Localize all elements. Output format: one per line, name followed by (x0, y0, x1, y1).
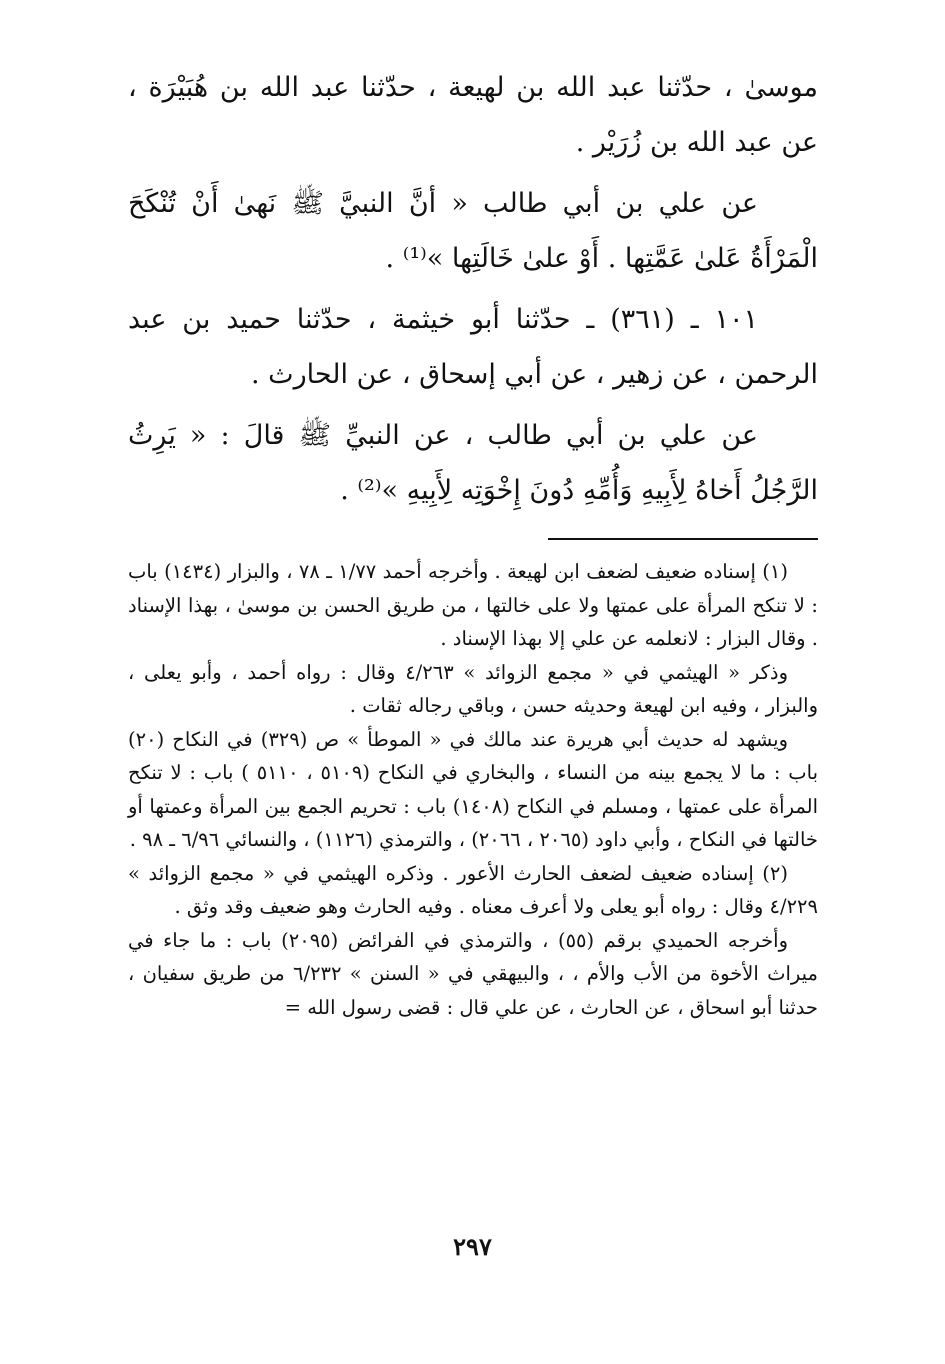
footnotes (128, 555, 818, 1024)
footnote-1: (١) إسناده ضعيف لضعف ابن لهيعة . وأخرجه أحمد ١/٧٧ ـ ٧٨ ، والبزار (١٤٣٤) باب : لا تنكح المرأة على عمتها ولا على خالتها ، من طريق الحسن بن موسىٰ ، بهذا الإسناد . وقال البزار : لانعلمه عن علي إلا بهذا الإسناد . (128, 560, 818, 650)
footnote-2: (٢) إسناده ضعيف لضعف الحارث الأعور . وذكره الهيثمي في « مجمع الزوائد » ٤/٢٢٩ وقال : رواه أبو يعلى ولا أعرف معناه . وفيه الحارث وهو ضعيف وقد وثق . (128, 861, 818, 918)
main-paragraph-4: عن علي بن أبي طالب ، عن النبيِّ ﷺ قالَ : « يَرِثُ الرَّجُلُ أَخاهُ لِأَبِيهِ وَأُمِّهِ دُونَ إِخْوَتِه لِأَبِيهِ »⁽²⁾ . (128, 420, 818, 506)
footnote-divider (548, 538, 818, 540)
main-paragraph-1: موسىٰ ، حدّثنا عبد الله بن لهيعة ، حدّثنا عبد الله بن هُبَيْرَة ، عن عبد الله بن زُرَيْر . (128, 72, 818, 158)
main-paragraph-2: عن علي بن أبي طالب « أنَّ النبيَّ ﷺ نَهىٰ أَنْ تُنْكَحَ الْمَرْأَةُ عَلىٰ عَمَّتِها . أَوْ علىٰ خَالَتِها »⁽¹⁾ . (128, 188, 818, 274)
page-number: ٢٩٧ (453, 1232, 492, 1261)
footnote-2-cont: وأخرجه الحميدي برقم (٥٥) ، والترمذي في الفرائض (٢٠٩٥) باب : ما جاء في ميراث الأخوة من الأب والأم ، ، والبيهقي في « السنن » ٦/٢٣٢ من طريق سفيان ، حدثنا أبو اسحاق ، عن الحارث ، عن علي قال : قضى رسول الله = (128, 928, 818, 1019)
footnote-1-cont-a: وذكر « الهيثمي في « مجمع الزوائد » ٤/٢٦٣ وقال : رواه أحمد ، وأبو يعلى ، والبزار ، وفيه ابن لهيعة وحديثه حسن ، وباقي رجاله ثقات . (128, 660, 818, 717)
main-text (128, 60, 818, 524)
main-paragraph-3: ١٠١ ـ (٣٦١) ـ حدّثنا أبو خيثمة ، حدّثنا حميد بن عبد الرحمن ، عن زهير ، عن أبي إسحاق ، عن الحارث . (128, 304, 818, 390)
footnote-1-cont-b: ويشهد له حديث أبي هريرة عند مالك في « الموطأ » ص (٣٢٩) في النكاح (٢٠) باب : ما لا يجمع بينه من النساء ، والبخاري في النكاح (٥١٠٩ ، ٥١١٠ ) باب : لا تنكح المرأة على عمتها ، ومسلم في النكاح (١٤٠٨) باب : تحريم الجمع بين المرأة وعمتها أو خالتها في النكاح ، وأبي داود (٢٠٦٥ ، ٢٠٦٦) ، والترمذي (١١٢٦) ، والنسائي ٦/٩٦ ـ ٩٨ . (128, 727, 818, 851)
